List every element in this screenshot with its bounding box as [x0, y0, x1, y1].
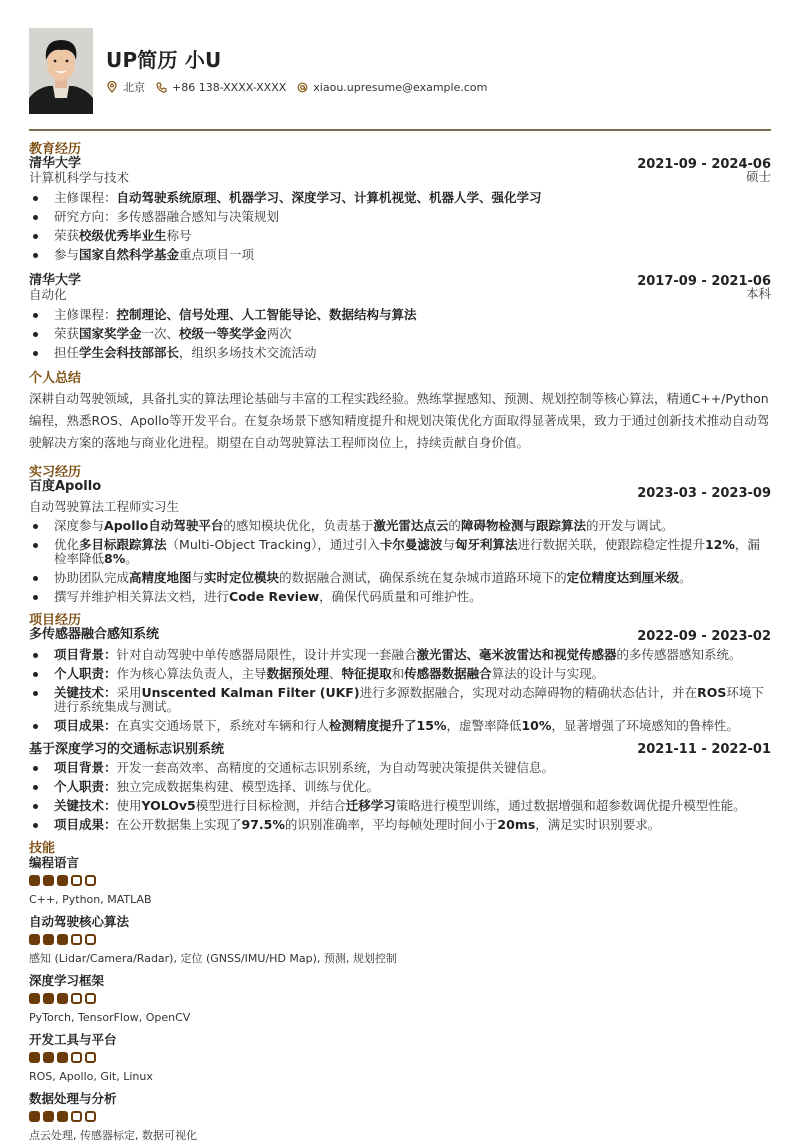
education-entry: [29, 274, 771, 360]
skill-name: 数据处理与分析: [29, 1091, 117, 1106]
skill-name: 编程语言: [29, 855, 80, 870]
contact-row: [106, 79, 497, 95]
phone-icon: [155, 81, 167, 93]
rating-dot-empty-icon: [71, 1052, 82, 1063]
skill-name: 深度学习框架: [29, 973, 105, 988]
skill-item: [29, 915, 771, 965]
education-section: [29, 143, 771, 360]
list-item: 项目背景：针对自动驾驶中单传感器局限性，设计并实现一套融合激光雷达、毫米波雷达和视觉传感器的多传感器感知系统。: [29, 648, 771, 662]
projects-section: [29, 614, 771, 832]
rating-dot-filled-icon: [43, 875, 54, 886]
skill-description: PyTorch, TensorFlow, OpenCV: [29, 1011, 191, 1024]
date-range: 2023-03 - 2023-09: [637, 486, 771, 501]
rating-dot-filled-icon: [57, 1052, 68, 1063]
list-item: 个人职责：独立完成数据集构建、模型选择、训练与优化。: [29, 780, 771, 794]
summary-section: [29, 372, 771, 454]
date-range: 2022-09 - 2023-02: [637, 629, 771, 644]
email-text[interactable]: xiaou.upresume@example.com: [313, 80, 488, 94]
section-title-skills: 技能: [29, 841, 56, 856]
list-item: 深度参与Apollo自动驾驶平台的感知模块优化，负责基于激光雷达点云的障碍物检测与跟踪算法的开发与调试。: [29, 519, 771, 533]
candidate-name: UP简历 小U: [106, 48, 222, 72]
school-name: 清华大学: [29, 273, 82, 288]
rating-dot-filled-icon: [57, 1111, 68, 1122]
skill-rating: [29, 993, 771, 1005]
job-role: 自动驾驶算法工程师实习生: [29, 499, 180, 514]
internship-section: [29, 466, 771, 604]
rating-dot-empty-icon: [71, 993, 82, 1004]
skill-rating: [29, 1111, 771, 1123]
list-item: 项目成果：在公开数据集上实现了97.5%的识别准确率，平均每帧处理时间小于20ms，满足实时识别要求。: [29, 818, 771, 832]
list-item: 撰写并维护相关算法文档，进行Code Review，确保代码质量和可维护性。: [29, 590, 771, 604]
list-item: 项目成果：在真实交通场景下，系统对车辆和行人检测精度提升了15%，虚警率降低10%，显著增强了环境感知的鲁棒性。: [29, 719, 771, 733]
phone-text: +86 138-XXXX-XXXX: [172, 80, 287, 94]
rating-dot-filled-icon: [43, 1111, 54, 1122]
section-title-projects: 项目经历: [29, 613, 82, 628]
rating-dot-empty-icon: [85, 1111, 96, 1122]
skill-item: [29, 974, 771, 1024]
skill-rating: [29, 875, 771, 887]
school-name: 清华大学: [29, 156, 82, 171]
list-item: 个人职责：作为核心算法负责人，主导数据预处理、特征提取和传感器数据融合算法的设计与实现。: [29, 667, 771, 681]
skill-item: [29, 856, 771, 906]
summary-text: 深耕自动驾驶领域，具备扎实的算法理论基础与丰富的工程实践经验。熟练掌握感知、预测、规划控制等核心算法，精通C++/Python编程，熟悉ROS、Apollo等开发平台。在复杂场景下感知精度提升和规划决策优化方面取得显著成果，致力于通过创新技术推动自动驾驶解决方案的落地与商业化进程。期望在自动驾驶算法工程师岗位上，持续贡献自身价值。: [29, 391, 770, 450]
rating-dot-filled-icon: [57, 875, 68, 886]
list-item: 参与国家自然科学基金重点项目一项: [29, 248, 771, 262]
list-item: 研究方向：多传感器融合感知与决策规划: [29, 210, 771, 224]
project-bullets: [29, 761, 771, 832]
project-name: 基于深度学习的交通标志识别系统: [29, 742, 225, 757]
contact-location: [106, 79, 145, 95]
header-divider: [29, 129, 771, 131]
rating-dot-filled-icon: [29, 1052, 40, 1063]
list-item: 主修课程：控制理论、信号处理、人工智能导论、数据结构与算法: [29, 308, 771, 322]
at-sign-icon: [296, 81, 308, 93]
list-item: 关键技术：采用Unscented Kalman Filter (UKF)进行多源数据融合，实现对动态障碍物的精确状态估计，并在ROS环境下进行系统集成与测试。: [29, 686, 771, 714]
skill-description: 感知 (Lidar/Camera/Radar), 定位 (GNSS/IMU/HD Map), 预测, 规划控制: [29, 952, 397, 965]
skill-description: C++, Python, MATLAB: [29, 893, 152, 906]
skill-rating: [29, 1052, 771, 1064]
resume-header: [29, 28, 771, 114]
rating-dot-empty-icon: [85, 934, 96, 945]
skill-item: [29, 1033, 771, 1083]
major: 计算机科学与技术: [29, 170, 130, 185]
company-name: 百度Apollo: [29, 479, 102, 494]
skills-section: [29, 842, 771, 1142]
skill-name: 开发工具与平台: [29, 1032, 117, 1047]
internship-bullets: [29, 519, 771, 604]
rating-dot-filled-icon: [43, 993, 54, 1004]
rating-dot-empty-icon: [71, 934, 82, 945]
project-entry: [29, 628, 771, 733]
location-text: 北京: [123, 81, 145, 94]
section-title-education: 教育经历: [29, 142, 82, 157]
skills-list: [29, 856, 771, 1142]
skill-rating: [29, 934, 771, 946]
list-item: 优化多目标跟踪算法（Multi-Object Tracking），通过引入卡尔曼滤波与匈牙利算法进行数据关联，使跟踪稳定性提升12%，漏检率降低8%。: [29, 538, 771, 566]
degree: 硕士: [745, 169, 771, 184]
rating-dot-empty-icon: [71, 875, 82, 886]
skill-description: ROS, Apollo, Git, Linux: [29, 1070, 153, 1083]
avatar: [29, 28, 93, 114]
rating-dot-filled-icon: [29, 934, 40, 945]
rating-dot-filled-icon: [43, 1052, 54, 1063]
degree: 本科: [745, 286, 771, 301]
list-item: 担任学生会科技部部长，组织多场技术交流活动: [29, 346, 771, 360]
contact-email[interactable]: [296, 81, 487, 94]
section-title-summary: 个人总结: [29, 371, 82, 386]
education-entry: [29, 157, 771, 262]
rating-dot-empty-icon: [85, 875, 96, 886]
project-entry: [29, 743, 771, 832]
rating-dot-filled-icon: [57, 934, 68, 945]
date-range: 2017-09 - 2021-06: [637, 274, 771, 289]
list-item: 关键技术：使用YOLOv5模型进行目标检测，并结合迁移学习策略进行模型训练，通过数据增强和超参数调优提升模型性能。: [29, 799, 771, 813]
date-range: 2021-11 - 2022-01: [637, 742, 771, 757]
location-pin-icon: [106, 81, 118, 93]
list-item: 主修课程：自动驾驶系统原理、机器学习、深度学习、计算机视觉、机器人学、强化学习: [29, 191, 771, 205]
section-title-internship: 实习经历: [29, 465, 82, 480]
skill-description: 点云处理, 传感器标定, 数据可视化: [29, 1129, 197, 1142]
project-bullets: [29, 648, 771, 733]
rating-dot-empty-icon: [71, 1111, 82, 1122]
rating-dot-filled-icon: [43, 934, 54, 945]
rating-dot-filled-icon: [29, 1111, 40, 1122]
list-item: 荣获国家奖学金一次、校级一等奖学金两次: [29, 327, 771, 341]
list-item: 协助团队完成高精度地图与实时定位模块的数据融合测试，确保系统在复杂城市道路环境下的定位精度达到厘米级。: [29, 571, 771, 585]
list-item: 荣获校级优秀毕业生称号: [29, 229, 771, 243]
rating-dot-filled-icon: [29, 993, 40, 1004]
rating-dot-empty-icon: [85, 1052, 96, 1063]
major: 自动化: [29, 287, 67, 302]
rating-dot-empty-icon: [85, 993, 96, 1004]
skill-name: 自动驾驶核心算法: [29, 914, 130, 929]
date-range: 2021-09 - 2024-06: [637, 157, 771, 172]
rating-dot-filled-icon: [57, 993, 68, 1004]
list-item: 项目背景：开发一套高效率、高精度的交通标志识别系统，为自动驾驶决策提供关键信息。: [29, 761, 771, 775]
skill-item: [29, 1092, 771, 1142]
rating-dot-filled-icon: [29, 875, 40, 886]
project-name: 多传感器融合感知系统: [29, 627, 160, 642]
contact-phone: [155, 81, 286, 94]
